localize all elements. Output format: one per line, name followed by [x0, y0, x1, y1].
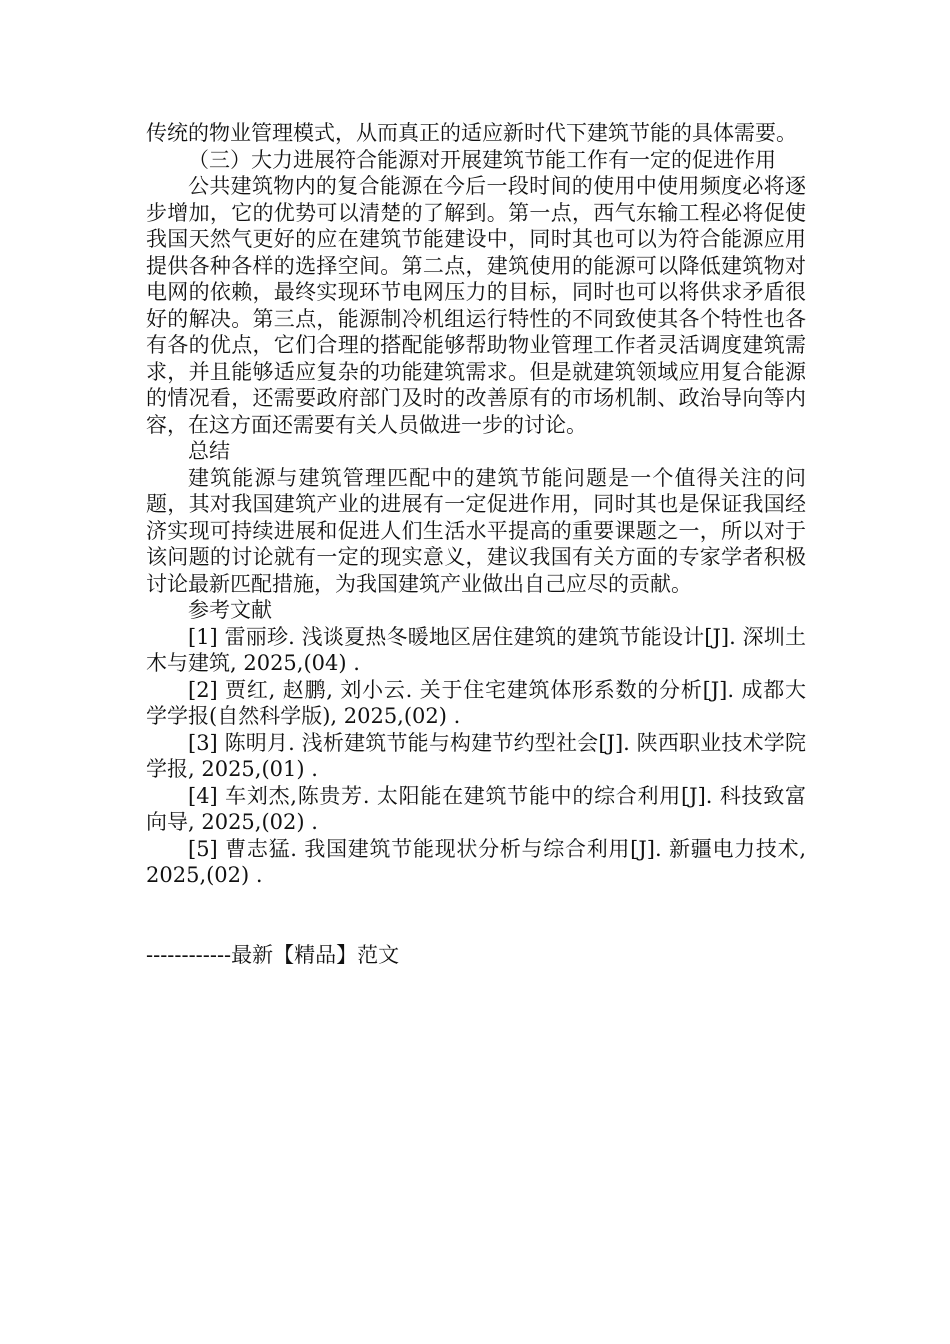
document-body [146, 120, 806, 968]
paragraph-intro-tail: 传统的物业管理模式，从而真正的适应新时代下建筑节能的具体需要。 [146, 121, 797, 145]
references-heading: 参考文献 [188, 598, 272, 622]
paragraph-summary-body: 建筑能源与建筑管理匹配中的建筑节能问题是一个值得关注的问题，其对我国建筑产业的进展有一定促进作用，同时其也是保证我国经济实现可持续进展和促进人们生活水平提高的重要课题之一，所以对于该问题的讨论就有一定的现实意义，建议我国有关方面的专家学者积极讨论最新匹配措施，为我国建筑产业做出自己应尽的贡献。 [146, 465, 806, 596]
paragraph-section-body: 公共建筑物内的复合能源在今后一段时间的使用中使用频度必将逐步增加，它的优势可以清楚的了解到。第一点，西气东输工程必将促使我国天然气更好的应在建筑节能建设中，同时其也可以为符合能源应用提供各种各样的选择空间。第二点，建筑使用的能源可以降低建筑物对电网的依赖，最终实现环节电网压力的目标，同时也可以将供求矛盾很好的解决。第三点，能源制冷机组运行特性的不同致使其各个特性也各有各的优点，它们合理的搭配能够帮助物业管理工作者灵活调度建筑需求，并且能够适应复杂的功能建筑需求。但是就建筑领域应用复合能源的情况看，还需要政府部门及时的改善原有的市场机制、政治导向等内容，在这方面还需要有关人员做进一步的讨论。 [146, 174, 806, 437]
reference-item: [4] 车刘杰,陈贵芳. 太阳能在建筑节能中的综合利用[J]. 科技致富向导, 2025,(02) . [146, 783, 806, 834]
reference-item: [3] 陈明月. 浅析建筑节能与构建节约型社会[J]. 陕西职业技术学院学报, 2025,(01) . [146, 730, 806, 781]
reference-item: [1] 雷丽珍. 浅谈夏热冬暖地区居住建筑的建筑节能设计[J]. 深圳土木与建筑, 2025,(04) . [146, 624, 806, 675]
footer-banner: ------------最新【精品】范文 [146, 942, 400, 967]
reference-item: [5] 曹志猛. 我国建筑节能现状分析与综合利用[J]. 新疆电力技术, 2025,(02) . [146, 836, 806, 887]
section-heading: （三）大力进展符合能源对开展建筑节能工作有一定的促进作用 [188, 147, 776, 172]
spacer [146, 889, 806, 942]
reference-item: [2] 贾红, 赵鹏, 刘小云. 关于住宅建筑体形系数的分析[J]. 成都大学学报(自然科学版), 2025,(02) . [146, 677, 806, 728]
summary-heading: 总结 [188, 439, 230, 463]
